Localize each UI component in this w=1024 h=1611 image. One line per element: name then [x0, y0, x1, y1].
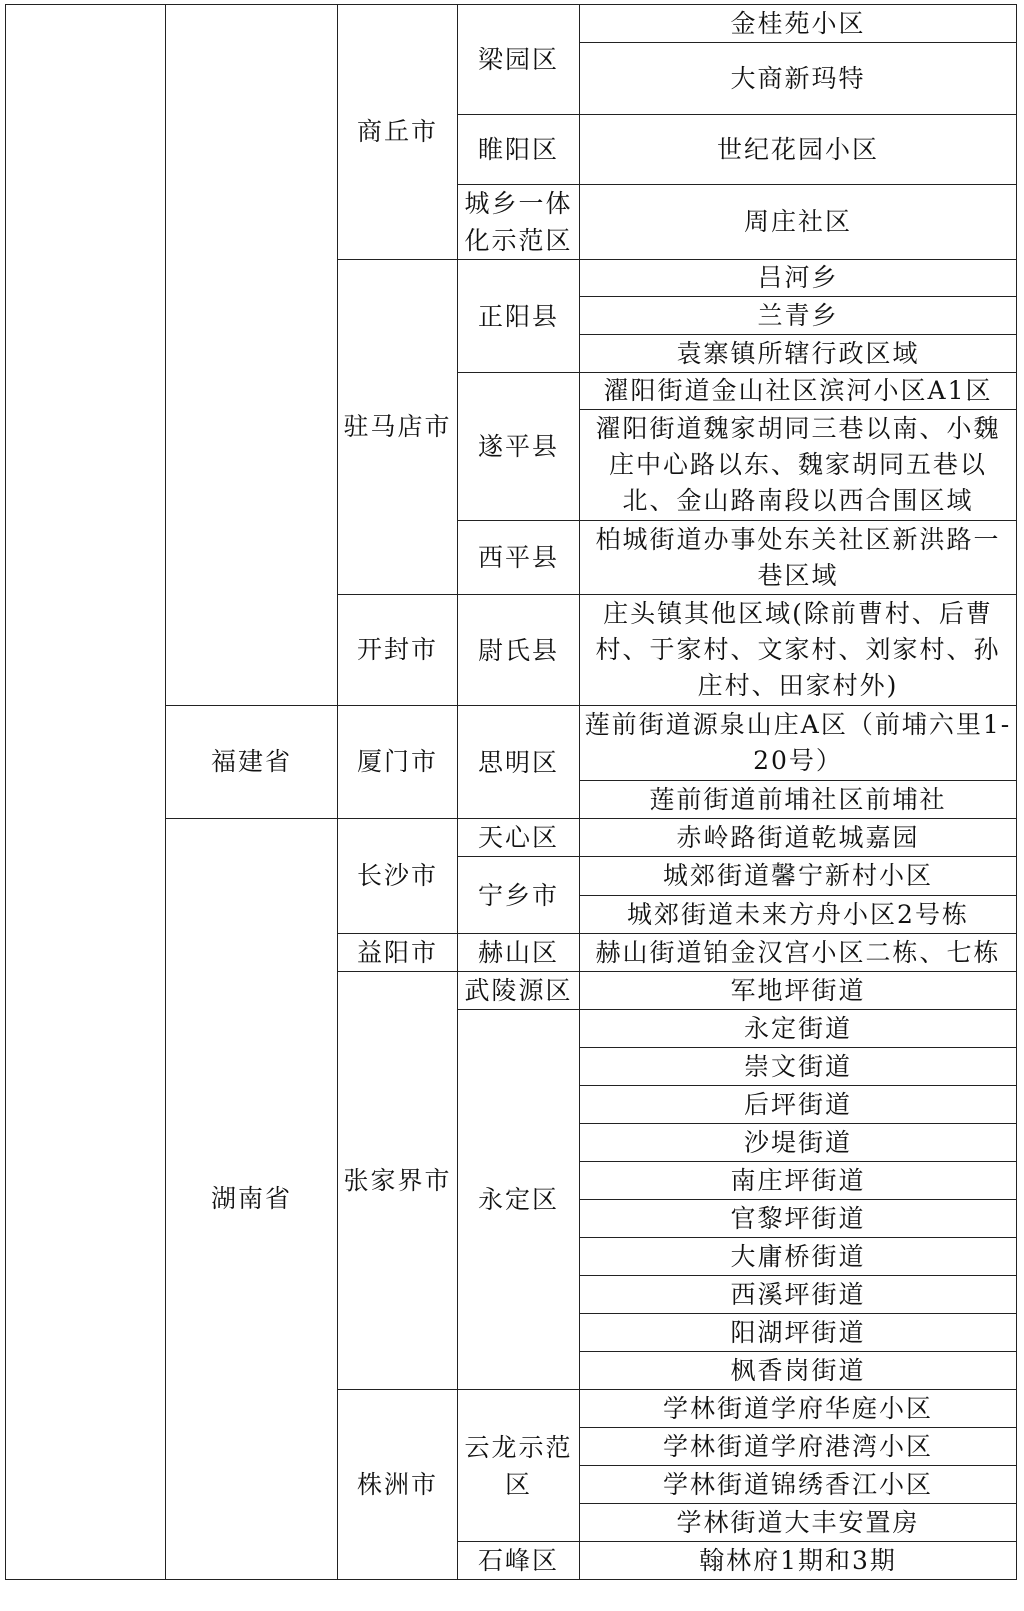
province-cell: 福建省: [166, 706, 338, 819]
county-cell: 遂平县: [458, 373, 580, 521]
area-cell: 西溪坪街道: [580, 1276, 1017, 1314]
province-cell: [166, 5, 338, 706]
area-cell: 学林街道锦绣香江小区: [580, 1466, 1017, 1504]
area-cell: 柏城街道办事处东关社区新洪路一巷区域: [580, 521, 1017, 595]
area-cell: 官黎坪街道: [580, 1200, 1017, 1238]
area-cell: 永定街道: [580, 1010, 1017, 1048]
county-cell: 赫山区: [458, 934, 580, 972]
area-cell: 军地坪街道: [580, 972, 1017, 1010]
area-cell: 吕河乡: [580, 260, 1017, 297]
county-cell: 宁乡市: [458, 857, 580, 934]
area-cell: 大庸桥街道: [580, 1238, 1017, 1276]
area-cell: 大商新玛特: [580, 43, 1017, 115]
area-cell: 学林街道大丰安置房: [580, 1504, 1017, 1542]
county-cell: 石峰区: [458, 1542, 580, 1580]
area-cell: 学林街道学府华庭小区: [580, 1390, 1017, 1428]
county-cell: 正阳县: [458, 260, 580, 373]
area-cell: 袁寨镇所辖行政区域: [580, 335, 1017, 373]
county-cell: 思明区: [458, 706, 580, 819]
county-cell: 西平县: [458, 521, 580, 595]
area-cell: 城郊街道未来方舟小区2号栋: [580, 896, 1017, 934]
table-row: [6, 5, 1017, 43]
area-cell: 城郊街道馨宁新村小区: [580, 857, 1017, 896]
area-cell: 兰青乡: [580, 297, 1017, 335]
city-cell: 株洲市: [338, 1390, 458, 1580]
region-table: [5, 4, 1017, 1580]
area-cell: 后坪街道: [580, 1086, 1017, 1124]
city-cell: 张家界市: [338, 972, 458, 1390]
area-cell: 周庄社区: [580, 185, 1017, 260]
city-cell: 商丘市: [338, 5, 458, 260]
area-cell: 世纪花园小区: [580, 115, 1017, 185]
area-cell: 学林街道学府港湾小区: [580, 1428, 1017, 1466]
county-cell: 天心区: [458, 819, 580, 857]
area-cell: 赫山街道铂金汉宫小区二栋、七栋: [580, 934, 1017, 972]
area-cell: 翰林府1期和3期: [580, 1542, 1017, 1580]
county-cell: 梁园区: [458, 5, 580, 115]
county-cell: 尉氏县: [458, 595, 580, 706]
area-cell: 庄头镇其他区域(除前曹村、后曹村、于家村、文家村、刘家村、孙庄村、田家村外): [580, 595, 1017, 706]
city-cell: 益阳市: [338, 934, 458, 972]
area-cell: 沙堤街道: [580, 1124, 1017, 1162]
area-cell: 南庄坪街道: [580, 1162, 1017, 1200]
area-cell: 赤岭路街道乾城嘉园: [580, 819, 1017, 857]
city-cell: 长沙市: [338, 819, 458, 934]
area-cell: 阳湖坪街道: [580, 1314, 1017, 1352]
county-cell: 武陵源区: [458, 972, 580, 1010]
area-cell: 莲前街道前埔社区前埔社: [580, 781, 1017, 819]
area-cell: 崇文街道: [580, 1048, 1017, 1086]
area-cell: 濯阳街道金山社区滨河小区A1区: [580, 373, 1017, 410]
blank-column-cell: [6, 5, 166, 1580]
city-cell: 驻马店市: [338, 260, 458, 595]
city-cell: 开封市: [338, 595, 458, 706]
city-cell: 厦门市: [338, 706, 458, 819]
area-cell: 金桂苑小区: [580, 5, 1017, 43]
area-cell: 枫香岗街道: [580, 1352, 1017, 1390]
county-cell: 睢阳区: [458, 115, 580, 185]
county-cell: 云龙示范区: [458, 1390, 580, 1542]
county-cell: 永定区: [458, 1010, 580, 1390]
area-cell: 濯阳街道魏家胡同三巷以南、小魏庄中心路以东、魏家胡同五巷以北、金山路南段以西合围区域: [580, 410, 1017, 521]
county-cell: 城乡一体化示范区: [458, 185, 580, 260]
area-cell: 莲前街道源泉山庄A区（前埔六里1-20号）: [580, 706, 1017, 781]
province-cell: 湖南省: [166, 819, 338, 1580]
